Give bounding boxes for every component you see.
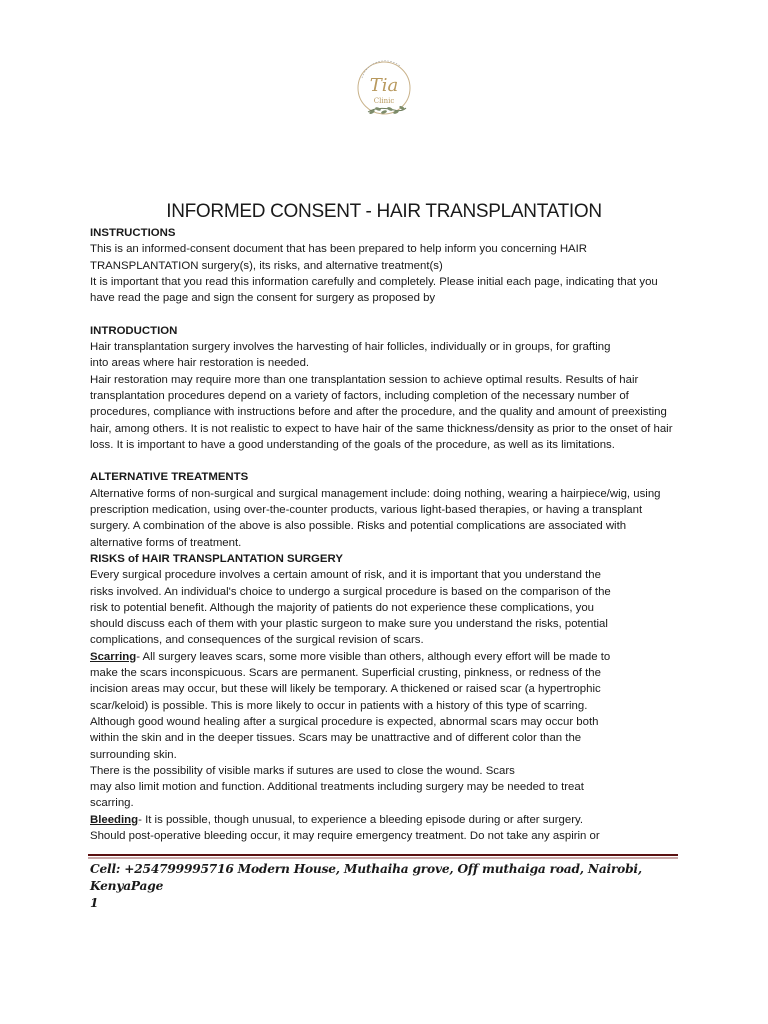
text-line: It is important that you read this information carefully and completely. Please initial each page, indicating that you: [90, 275, 658, 288]
text-line: Hair restoration may require more than one transplantation session to achieve optimal results. Results of hair: [90, 373, 639, 386]
text-line: hair, among others. It is not realistic to expect to have hair of the same thickness/density as prior to the onset of hair: [90, 422, 673, 435]
scarring-first-line: Scarring- All surgery leaves scars, some more visible than others, although every effort will be made to: [90, 650, 611, 663]
footer-rule-shadow: [88, 857, 678, 859]
text-line: Alternative forms of non-surgical and surgical management include: doing nothing, wearing a hairpiece/wig, using: [90, 487, 661, 500]
scarring-lines: [90, 665, 680, 812]
text-line: procedures, compliance with instructions before and after the procedure, and the quality and amount of preexisting: [90, 406, 667, 419]
introduction-heading: INTRODUCTION: [90, 324, 178, 337]
text-line: may also limit motion and function. Additional treatments including surgery may be needed to treat: [90, 781, 584, 794]
text-line: Hair transplantation surgery involves the harvesting of hair follicles, individually or in groups, for grafting: [90, 341, 611, 354]
text-line: scarring.: [90, 797, 134, 810]
introduction-lines: [90, 339, 680, 453]
risks-lines: [90, 567, 680, 648]
document-title: INFORMED CONSENT - HAIR TRANSPLANTATION: [166, 201, 602, 222]
risks-heading: RISKS of HAIR TRANSPLANTATION SURGERY: [90, 552, 343, 565]
text-line: loss. It is important to have a good understanding of the goals of the procedure, as well as its limitations.: [90, 438, 615, 451]
text-line: scar/keloid) is possible. This is more likely to occur in patients with a history of this type of scarring.: [90, 699, 588, 712]
svg-text:Clinic: Clinic: [373, 97, 395, 105]
text-line: transplantation procedures depend on a variety of factors, including completion of the necessary number of: [90, 389, 629, 402]
text-line: have read the page and sign the consent for surgery as proposed by: [90, 292, 436, 305]
text-line: complications, and consequences of the surgical revision of scars.: [90, 634, 424, 647]
text-line: This is an informed-consent document that has been prepared to help inform you concerning HAIR: [90, 243, 588, 256]
svg-text:Tia: Tia: [369, 75, 399, 96]
text-line: make the scars inconspicuous. Scars are permanent. Superficial crusting, pinkness, or redness of the: [90, 667, 601, 680]
text-line: should discuss each of them with your plastic surgeon to make sure you understand the risks, potential: [90, 618, 608, 631]
instructions-heading: INSTRUCTIONS: [90, 227, 176, 239]
footer-rule: [88, 854, 678, 856]
bleeding-first-line: Bleeding- It is possible, though unusual, to experience a bleeding episode during or after surgery.: [90, 813, 584, 826]
text-line: Should post-operative bleeding occur, it may require emergency treatment. Do not take any aspirin or: [90, 829, 600, 842]
text-line: There is the possibility of visible marks if sutures are used to close the wound. Scars: [90, 764, 515, 777]
document-body: [90, 225, 680, 844]
alternatives-lines: [90, 486, 680, 551]
scarring-term: Scarring: [90, 650, 137, 663]
text-line: incision areas may occur, but these will likely be temporary. A thickened or raised scar (a hypertrophic: [90, 683, 601, 696]
bleeding-lines: [90, 828, 680, 844]
text-line: TRANSPLANTATION surgery(s), its risks, and alternative treatment(s): [90, 259, 443, 272]
alternatives-heading: ALTERNATIVE TREATMENTS: [90, 471, 249, 484]
text-line: into areas where hair restoration is needed.: [90, 357, 310, 370]
page-footer: [90, 861, 680, 912]
clinic-logo: [348, 48, 420, 132]
text-line: prescription medication, using over-the-counter products, various light-based therapies, or having a transplant: [90, 504, 643, 517]
footer-contact: Cell: +254799995716 Modern House, Muthaiha grove, Off muthaiga road, Nairobi, KenyaPage: [90, 862, 642, 893]
text-line: within the skin and in the deeper tissues. Scars may be unattractive and of different color than the: [90, 732, 582, 745]
text-line: risks involved. An individual's choice to undergo a surgical procedure is based on the comparison of the: [90, 585, 611, 598]
text-line: risk to potential benefit. Although the majority of patients do not experience these complications, you: [90, 601, 595, 614]
text-line: surgery. A combination of the above is also possible. Risks and potential complications are associated with: [90, 520, 627, 533]
text-line: alternative forms of treatment.: [90, 536, 242, 549]
bleeding-term: Bleeding: [90, 813, 139, 826]
text-line: Every surgical procedure involves a certain amount of risk, and it is important that you understand the: [90, 569, 601, 582]
instructions-lines: [90, 241, 680, 306]
text-line: Although good wound healing after a surgical procedure is expected, abnormal scars may occur both: [90, 715, 599, 728]
text-line: surrounding skin.: [90, 748, 177, 761]
footer-page-number: 1: [90, 896, 99, 910]
